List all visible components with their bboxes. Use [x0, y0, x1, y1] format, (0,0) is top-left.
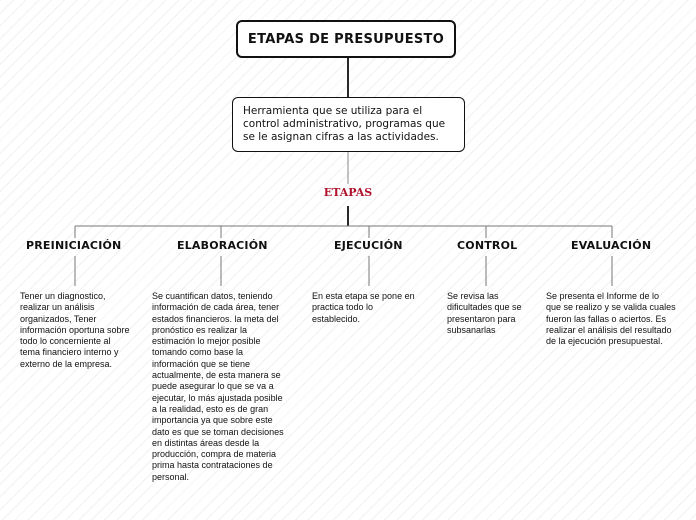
stage-title-preiniciacion: PREINICIACIÓN — [26, 239, 122, 252]
definition-box — [232, 97, 465, 152]
stage-title-ejecucion: EJECUCIÓN — [334, 239, 403, 252]
diagram-title: ETAPAS DE PRESUPUESTO — [236, 20, 456, 58]
stage-title-elaboracion: ELABORACIÓN — [177, 239, 268, 252]
definition-text: Herramienta que se utiliza para el control administrativo, programas que se le asignan cifras a las actividades. — [243, 105, 446, 143]
stage-title-control: CONTROL — [457, 239, 518, 252]
stage-description-preiniciacion: Tener un diagnostico, realizar un análisis organizados, Tener información oportuna sobre todo lo concerniente al tema financiero interno y externo de la empresa. — [20, 291, 130, 369]
stage-description-control: Se revisa las dificultades que se presentaron para subsanarlas — [447, 291, 522, 335]
stage-title-evaluacion: EVALUACIÓN — [571, 239, 652, 252]
stage-description-ejecucion: En esta etapa se pone en practica todo lo establecido. — [312, 291, 415, 324]
stage-description-evaluacion: Se presenta el Informe de lo que se realizo y se valida cuales fueron las fallas o aciertos. Es realizar el análisis del resultado de la ejecución presupuestal. — [546, 291, 676, 347]
stage-description-elaboracion: Se cuantifican datos, teniendo información de cada área, tener estados financieros. la meta del pronóstico es realizar la estimación lo mejor posible tomando como base la información que se tiene actualmente, de esta manera se puede asegurar lo que se va a ejecutar, lo más ajustada posible a la realidad, esto es de gran importancia ya que sobre este dato es que se toman decisiones en distintas áreas desde la producción, compra de materia prima hasta contrataciones de personal. — [152, 291, 284, 482]
stages-label: ETAPAS — [323, 186, 373, 199]
